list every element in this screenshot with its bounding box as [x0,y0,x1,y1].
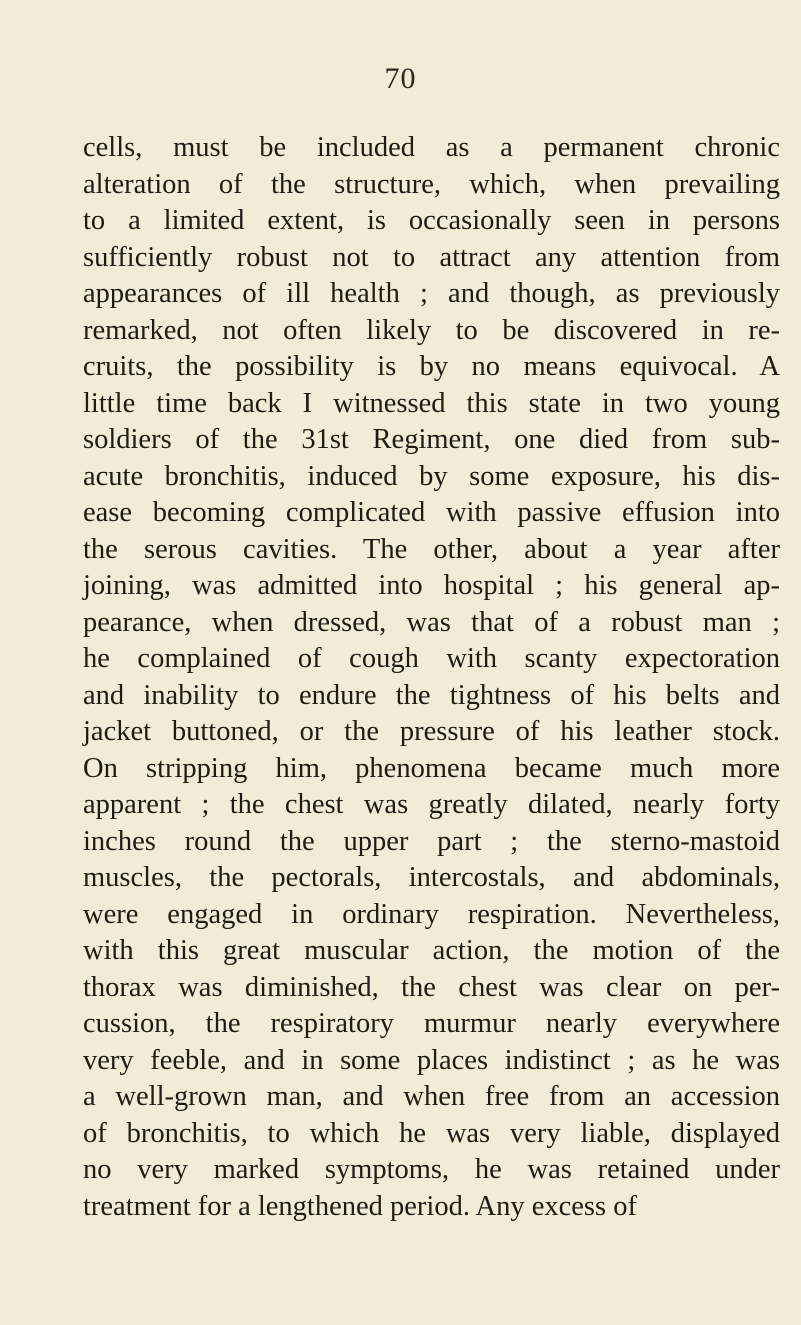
text-line: pearance, when dressed, was that of a robust man ; [83,606,780,638]
text-line: appearances of ill health ; and though, as previously [83,278,780,309]
text-line: he complained of cough with scanty expectoration [83,643,780,674]
text-line: with this great muscular action, the motion of the [83,935,780,966]
text-line: of bronchitis, to which he was very liable, displayed [83,1117,780,1149]
text-line: no very marked symptoms, he was retained under [83,1154,780,1185]
text-line: remarked, not often likely to be discovered in re- [83,314,780,346]
text-line: On stripping him, phenomena became much more [83,752,780,784]
text-line: the serous cavities. The other, about a year after [83,533,780,565]
text-line: very feeble, and in some places indistinct ; as he was [83,1044,780,1076]
text-line: soldiers of the 31st Regiment, one died from sub- [83,424,780,455]
text-line: thorax was diminished, the chest was clear on per- [83,971,780,1003]
text-line: joining, was admitted into hospital ; his general ap- [83,570,780,601]
text-line: treatment for a lengthened period. Any excess of [83,1190,637,1222]
text-line: cruits, the possibility is by no means equivocal. A [83,351,780,382]
body-text [83,130,783,1225]
text-line: acute bronchitis, induced by some exposure, his dis- [83,460,780,492]
text-line: a well-grown man, and when free from an accession [83,1081,780,1112]
text-line: to a limited extent, is occasionally seen in persons [83,205,780,236]
text-line: alteration of the structure, which, when prevailing [83,168,780,200]
text-line: sufficiently robust not to attract any attention from [83,241,780,273]
text-line: were engaged in ordinary respiration. Nevertheless, [83,898,780,930]
text-line: inches round the upper part ; the sterno-mastoid [83,825,780,857]
text-line: jacket buttoned, or the pressure of his leather stock. [83,716,780,747]
text-line: cussion, the respiratory murmur nearly everywhere [83,1008,780,1039]
text-line: ease becoming complicated with passive effusion into [83,497,780,528]
text-line: little time back I witnessed this state in two young [83,387,780,419]
text-line: cells, must be included as a permanent chronic [83,132,780,163]
text-line: muscles, the pectorals, intercostals, and abdominals, [83,862,780,893]
page-number: 70 [384,62,417,95]
text-line: and inability to endure the tightness of his belts and [83,679,780,711]
text-line: apparent ; the chest was greatly dilated, nearly forty [83,789,780,820]
